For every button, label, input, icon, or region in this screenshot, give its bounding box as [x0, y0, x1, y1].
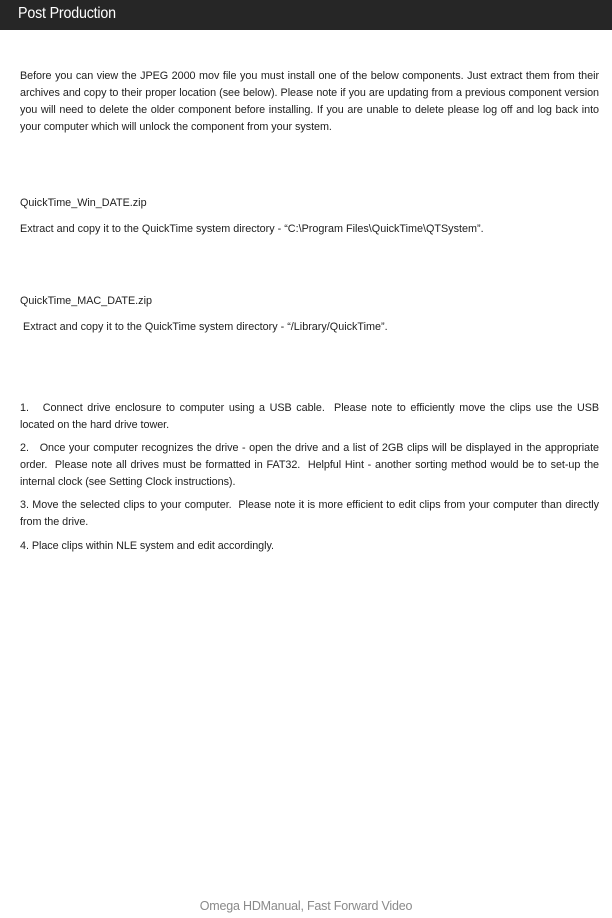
step-3: 3. Move the selected clips to your computer. Please note it is more efficient to edit clips from your computer than directly from the drive.	[20, 499, 602, 528]
mac-filename: QuickTime_MAC_DATE.zip	[20, 295, 152, 307]
step-4: 4. Place clips within NLE system and edit accordingly.	[20, 540, 274, 552]
page-title: Post Production	[18, 5, 116, 22]
step-2: 2. Once your computer recognizes the drive - open the drive and a list of 2GB clips will be displayed in the appropriate order. Please note all drives must be formatted in FAT32. Helpful Hint - another sorting method would be to set-up the internal clock (see Setting Clock instructions).	[20, 442, 602, 488]
header-bar	[0, 0, 612, 30]
page-footer: Omega HDManual, Fast Forward Video	[199, 899, 413, 913]
step-1: 1. Connect drive enclosure to computer using a USB cable. Please note to efficiently move the clips use the USB located on the hard drive tower.	[20, 402, 602, 431]
windows-filename: QuickTime_Win_DATE.zip	[20, 197, 147, 209]
intro-paragraph: Before you can view the JPEG 2000 mov file you must install one of the below components. Just extract them from their archives and copy to their proper location (see below). Please note if you are updating from a previous component version you will need to delete the older component before installing. If you are unable to delete please log off and log back into your computer which will unlock the component from your system.	[20, 70, 599, 133]
mac-instruction: Extract and copy it to the QuickTime system directory - “/Library/QuickTime”.	[20, 321, 388, 333]
windows-instruction: Extract and copy it to the QuickTime system directory - “C:\Program Files\QuickTime\QTSystem”.	[20, 223, 484, 235]
